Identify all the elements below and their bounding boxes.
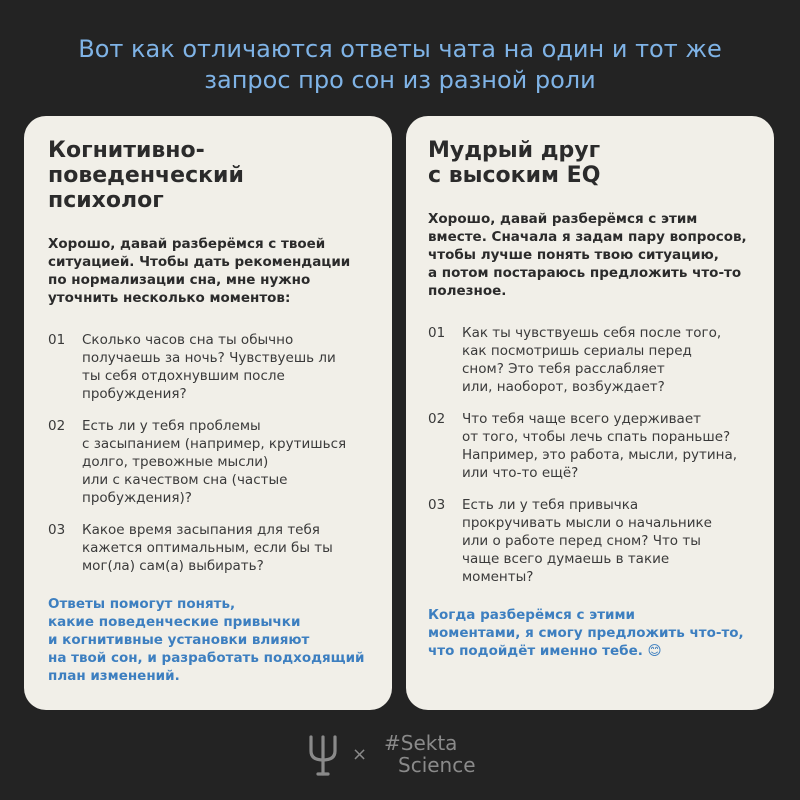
question-line: ты себя отдохнувшим после — [82, 368, 285, 384]
question-line: пробуждения? — [82, 386, 187, 402]
outro-line: моментами, я смогу предложить что-то, — [428, 625, 744, 641]
question-line: прокручивать мысли о начальнике — [462, 515, 712, 531]
question-item — [428, 324, 754, 396]
question-number: 03 — [48, 522, 66, 538]
outro-line: Когда разберёмся с этими — [428, 607, 635, 623]
card-title-line: поведенческий — [48, 163, 244, 188]
question-line: или с качеством сна (частые — [82, 472, 288, 488]
question-item — [428, 410, 754, 482]
question-line: сном? Это тебя расслабляет — [462, 361, 665, 377]
question-line: долго, тревожные мысли) — [82, 454, 269, 470]
question-number: 01 — [428, 325, 446, 341]
question-number: 02 — [48, 418, 66, 434]
outro-line: что подойдёт именно тебе. 😊 — [428, 643, 662, 659]
intro-line: уточнить несколько моментов: — [48, 290, 291, 306]
question-number: 01 — [48, 332, 66, 348]
intro-line: Хорошо, давай разберёмся с этим — [428, 211, 698, 227]
question-number: 02 — [428, 411, 446, 427]
card-title — [428, 138, 754, 188]
question-text — [82, 521, 333, 575]
brand-line: #Sekta — [384, 731, 458, 755]
intro-line: ситуацией. Чтобы дать рекомендации — [48, 254, 351, 270]
question-line: получаешь за ночь? Чувствуешь ли — [82, 350, 336, 366]
question-text — [82, 331, 336, 403]
card-title-line: психолог — [48, 188, 164, 213]
question-text — [462, 410, 737, 482]
question-item — [48, 417, 370, 507]
question-line: Есть ли у тебя проблемы — [82, 418, 261, 434]
question-line: Сколько часов сна ты обычно — [82, 332, 294, 348]
question-text — [82, 417, 346, 507]
card-title — [48, 138, 370, 213]
question-line: моменты? — [462, 569, 534, 585]
question-list — [428, 324, 754, 586]
question-line: или о работе перед сном? Что ты — [462, 533, 701, 549]
question-line: Как ты чувствуешь себя после того, — [462, 325, 722, 341]
card-outro — [428, 606, 754, 660]
intro-line: а потом постараюсь предложить что-то — [428, 265, 742, 281]
headline-line-2: запрос про сон из разной роли — [204, 66, 596, 94]
question-text — [462, 324, 721, 396]
intro-line: чтобы лучше понять твою ситуацию, — [428, 247, 719, 263]
outro-line: Ответы помогут понять, — [48, 596, 236, 612]
question-line: Какое время засыпания для тебя — [82, 522, 320, 538]
question-line: как посмотришь сериалы перед — [462, 343, 692, 359]
question-line: от того, чтобы лечь спать пораньше? — [462, 429, 731, 445]
card-title-line: Мудрый друг — [428, 138, 601, 163]
question-line: Например, это работа, мысли, рутина, — [462, 447, 738, 463]
footer — [0, 732, 800, 782]
intro-line: Хорошо, давай разберёмся с твоей — [48, 236, 326, 252]
card-intro — [48, 235, 370, 307]
card-title-line: с высоким EQ — [428, 163, 601, 188]
question-line: пробуждения)? — [82, 490, 192, 506]
intro-line: вместе. Сначала я задам пару вопросов, — [428, 229, 747, 245]
headline-line-1: Вот как отличаются ответы чата на один и тот же — [78, 35, 722, 63]
question-line: Что тебя чаще всего удерживает — [462, 411, 701, 427]
question-line: чаще всего думаешь в такие — [462, 551, 670, 567]
collab-times-symbol: × — [352, 744, 368, 765]
question-line: или, наоборот, возбуждает? — [462, 379, 665, 395]
question-line: мог(ла) сам(а) выбирать? — [82, 558, 264, 574]
sekta-science-logo — [384, 732, 476, 776]
outro-line: какие поведенческие привычки — [48, 614, 301, 630]
headline — [0, 34, 800, 96]
question-text — [462, 496, 712, 586]
question-line: кажется оптимальным, если бы ты — [82, 540, 333, 556]
card-intro — [428, 210, 754, 300]
brand-line: Science — [398, 753, 476, 777]
card-title-line: Когнитивно- — [48, 138, 205, 163]
question-line: или что-то ещё? — [462, 465, 579, 481]
card-cbt-psychologist — [24, 116, 392, 710]
fork-logo-icon — [308, 734, 338, 778]
intro-line: по нормализации сна, мне нужно — [48, 272, 311, 288]
question-item — [48, 331, 370, 403]
outro-line: план изменений. — [48, 668, 180, 684]
intro-line: полезное. — [428, 283, 507, 299]
outro-line: на твой сон, и разработать подходящий — [48, 650, 365, 666]
question-list — [48, 331, 370, 575]
outro-line: и когнитивные установки влияют — [48, 632, 310, 648]
question-line: с засыпанием (например, крутишься — [82, 436, 347, 452]
question-number: 03 — [428, 497, 446, 513]
question-item — [428, 496, 754, 586]
card-outro — [48, 595, 370, 685]
card-wise-friend — [406, 116, 774, 710]
question-item — [48, 521, 370, 575]
question-line: Есть ли у тебя привычка — [462, 497, 639, 513]
